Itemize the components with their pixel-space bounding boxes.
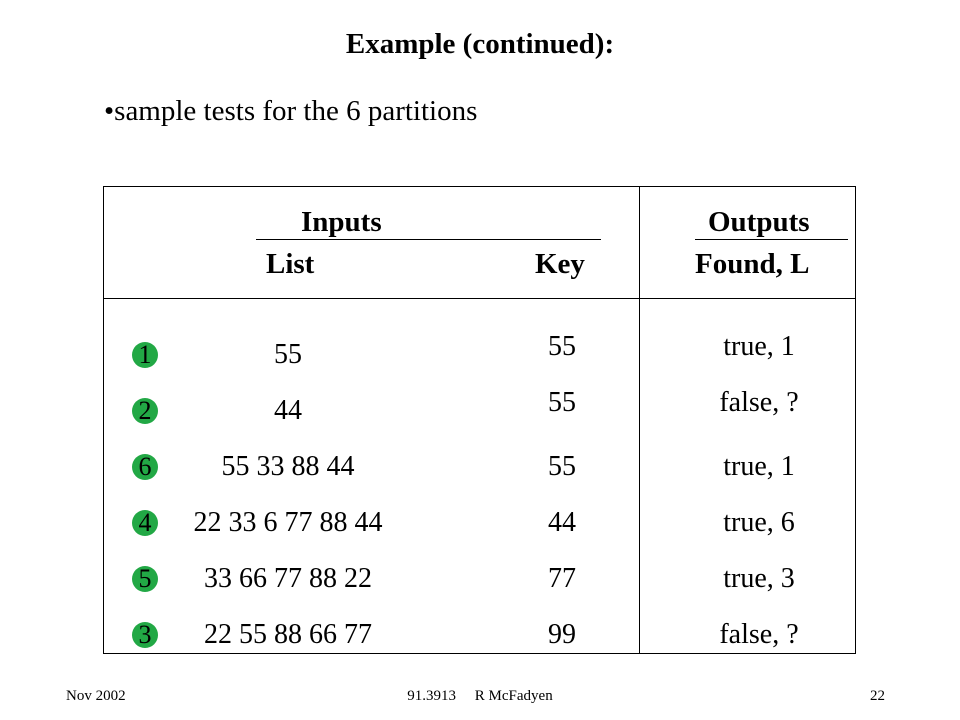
list-cell: 55 33 88 44 — [221, 451, 355, 482]
output-cell: false, ? — [719, 387, 799, 418]
inputs-underline — [256, 239, 601, 240]
outputs-underline — [695, 239, 848, 240]
found-header: Found, L — [695, 248, 810, 280]
column-divider — [639, 186, 640, 654]
key-cell: 44 — [548, 507, 576, 538]
list-cell: 22 55 88 66 77 — [204, 619, 372, 650]
output-cell: true, 1 — [723, 331, 795, 362]
partition-badge: 3 — [132, 622, 158, 648]
list-cell: 44 — [274, 395, 302, 426]
key-cell: 55 — [548, 451, 576, 482]
key-cell: 55 — [548, 331, 576, 362]
partition-badge: 1 — [132, 342, 158, 368]
outputs-header: Outputs — [708, 206, 810, 238]
output-cell: false, ? — [719, 619, 799, 650]
output-cell: true, 6 — [723, 507, 795, 538]
footer-date: Nov 2002 — [66, 688, 126, 704]
list-cell: 55 — [274, 339, 302, 370]
output-cell: true, 1 — [723, 451, 795, 482]
partition-badge: 2 — [132, 398, 158, 424]
list-cell: 33 66 77 88 22 — [204, 563, 372, 594]
key-cell: 77 — [548, 563, 576, 594]
slide-title: Example (continued): — [345, 28, 615, 60]
partition-badge: 6 — [132, 454, 158, 480]
partition-badge: 4 — [132, 510, 158, 536]
list-cell: 22 33 6 77 88 44 — [193, 507, 383, 538]
footer-course: 91.3913 R McFadyen — [407, 688, 553, 704]
header-divider — [103, 298, 856, 299]
page-number: 22 — [870, 688, 885, 704]
inputs-header: Inputs — [301, 206, 382, 238]
list-header: List — [266, 248, 315, 280]
key-header: Key — [535, 248, 585, 280]
key-cell: 55 — [548, 387, 576, 418]
partition-badge: 5 — [132, 566, 158, 592]
output-cell: true, 3 — [723, 563, 795, 594]
key-cell: 99 — [548, 619, 576, 650]
bullet-text: •sample tests for the 6 partitions — [104, 95, 478, 127]
